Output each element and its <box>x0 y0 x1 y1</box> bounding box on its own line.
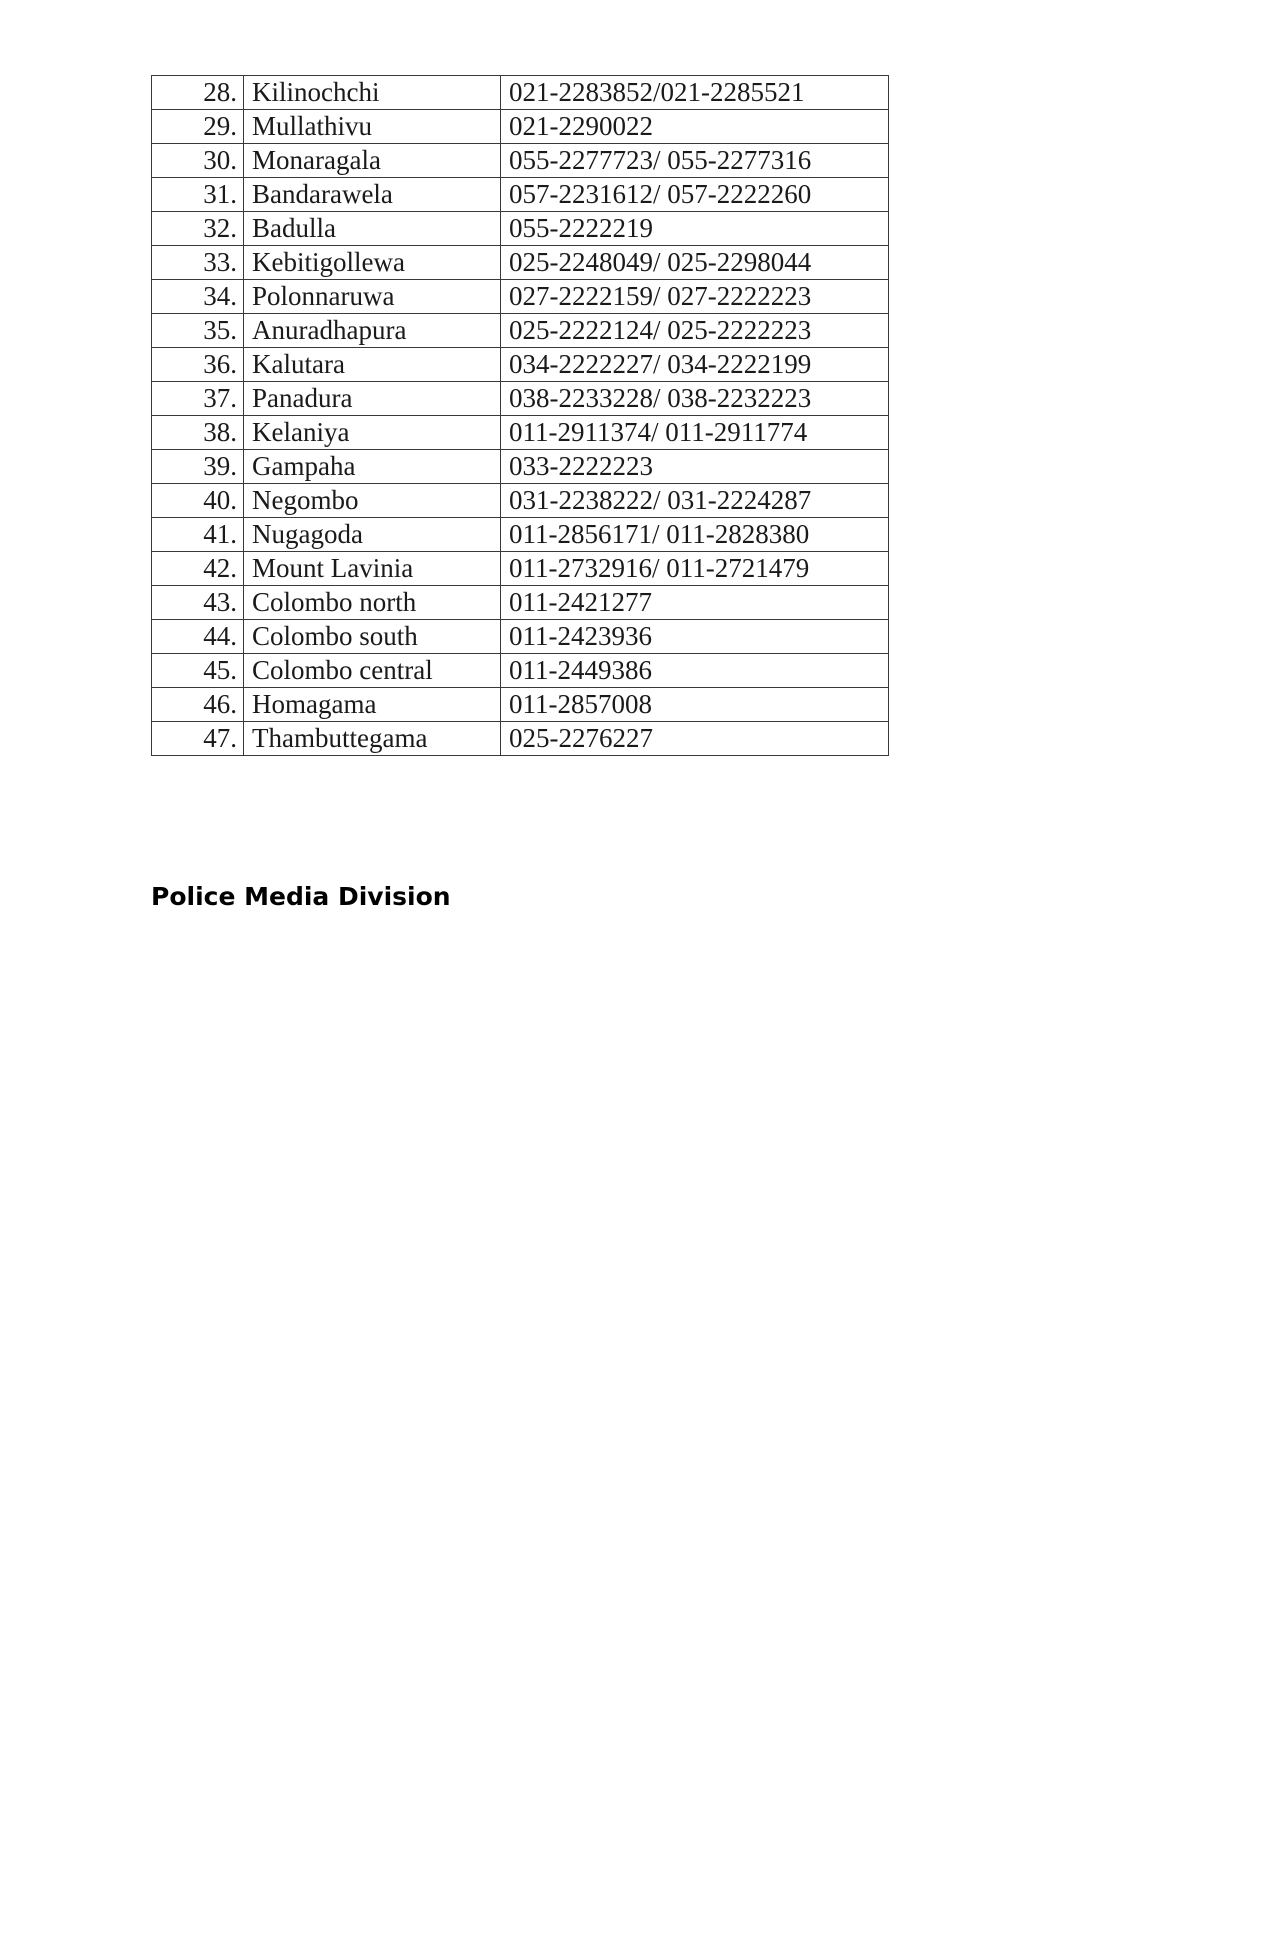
row-number: 40. <box>152 484 244 518</box>
station-name: Mullathivu <box>244 110 501 144</box>
row-number: 33. <box>152 246 244 280</box>
phone-number: 033-2222223 <box>501 450 889 484</box>
row-number: 31. <box>152 178 244 212</box>
footer-title: Police Media Division <box>151 882 451 911</box>
phone-number: 011-2732916/ 011-2721479 <box>501 552 889 586</box>
table-row <box>152 314 889 348</box>
row-number: 46. <box>152 688 244 722</box>
station-name: Colombo north <box>244 586 501 620</box>
row-number: 37. <box>152 382 244 416</box>
table-row <box>152 212 889 246</box>
table-row <box>152 518 889 552</box>
phone-number: 034-2222227/ 034-2222199 <box>501 348 889 382</box>
station-name: Nugagoda <box>244 518 501 552</box>
row-number: 38. <box>152 416 244 450</box>
table-row <box>152 586 889 620</box>
station-name: Mount Lavinia <box>244 552 501 586</box>
row-number: 43. <box>152 586 244 620</box>
station-name: Polonnaruwa <box>244 280 501 314</box>
table-row <box>152 450 889 484</box>
table-row <box>152 280 889 314</box>
table-row <box>152 144 889 178</box>
police-stations-table <box>151 75 889 756</box>
row-number: 44. <box>152 620 244 654</box>
table-row <box>152 654 889 688</box>
phone-number: 031-2238222/ 031-2224287 <box>501 484 889 518</box>
station-name: Colombo south <box>244 620 501 654</box>
station-name: Colombo central <box>244 654 501 688</box>
station-name: Thambuttegama <box>244 722 501 756</box>
table-row <box>152 382 889 416</box>
table-body <box>152 76 889 756</box>
station-name: Kelaniya <box>244 416 501 450</box>
phone-number: 055-2277723/ 055-2277316 <box>501 144 889 178</box>
phone-number: 011-2857008 <box>501 688 889 722</box>
station-name: Homagama <box>244 688 501 722</box>
phone-number: 055-2222219 <box>501 212 889 246</box>
phone-number: 025-2222124/ 025-2222223 <box>501 314 889 348</box>
phone-number: 011-2911374/ 011-2911774 <box>501 416 889 450</box>
station-name: Badulla <box>244 212 501 246</box>
row-number: 39. <box>152 450 244 484</box>
station-name: Kalutara <box>244 348 501 382</box>
table-row <box>152 76 889 110</box>
row-number: 41. <box>152 518 244 552</box>
table-row <box>152 722 889 756</box>
station-name: Anuradhapura <box>244 314 501 348</box>
phone-number: 021-2290022 <box>501 110 889 144</box>
phone-number: 025-2276227 <box>501 722 889 756</box>
phone-number: 011-2856171/ 011-2828380 <box>501 518 889 552</box>
station-name: Bandarawela <box>244 178 501 212</box>
phone-number: 011-2421277 <box>501 586 889 620</box>
phone-number: 057-2231612/ 057-2222260 <box>501 178 889 212</box>
phone-number: 011-2423936 <box>501 620 889 654</box>
station-name: Gampaha <box>244 450 501 484</box>
row-number: 42. <box>152 552 244 586</box>
row-number: 47. <box>152 722 244 756</box>
table-row <box>152 688 889 722</box>
table-row <box>152 416 889 450</box>
phone-number: 027-2222159/ 027-2222223 <box>501 280 889 314</box>
phone-number: 025-2248049/ 025-2298044 <box>501 246 889 280</box>
table-row <box>152 178 889 212</box>
station-name: Monaragala <box>244 144 501 178</box>
station-name: Negombo <box>244 484 501 518</box>
station-name: Kebitigollewa <box>244 246 501 280</box>
row-number: 34. <box>152 280 244 314</box>
row-number: 36. <box>152 348 244 382</box>
table-row <box>152 348 889 382</box>
row-number: 45. <box>152 654 244 688</box>
phone-number: 021-2283852/021-2285521 <box>501 76 889 110</box>
table-row <box>152 484 889 518</box>
row-number: 28. <box>152 76 244 110</box>
station-name: Panadura <box>244 382 501 416</box>
row-number: 29. <box>152 110 244 144</box>
row-number: 30. <box>152 144 244 178</box>
row-number: 35. <box>152 314 244 348</box>
table-row <box>152 110 889 144</box>
table-row <box>152 620 889 654</box>
table-row <box>152 246 889 280</box>
phone-number: 011-2449386 <box>501 654 889 688</box>
phone-number: 038-2233228/ 038-2232223 <box>501 382 889 416</box>
table-row <box>152 552 889 586</box>
station-name: Kilinochchi <box>244 76 501 110</box>
row-number: 32. <box>152 212 244 246</box>
